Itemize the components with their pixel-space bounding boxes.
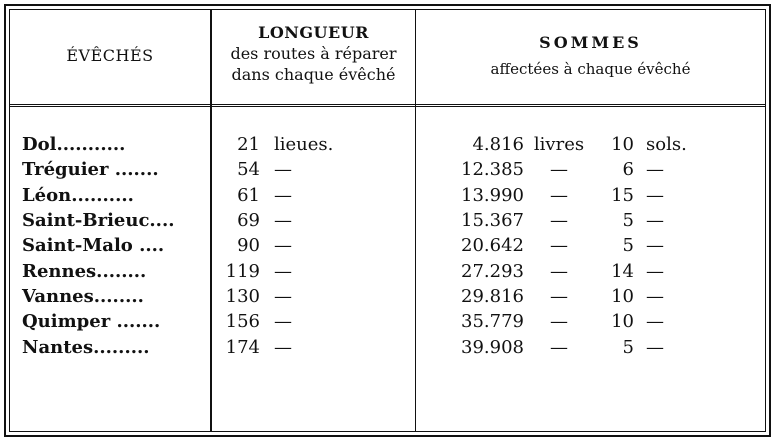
row-length: 130 xyxy=(225,285,260,307)
row-livres: — xyxy=(550,184,568,206)
row-name: Saint-Malo xyxy=(22,235,133,257)
row-sols: 14 xyxy=(611,260,634,282)
row-length-unit: — xyxy=(274,159,292,181)
row-sum: 15.367 xyxy=(461,210,524,232)
row-sum: 29.816 xyxy=(461,285,524,307)
row-length-unit: — xyxy=(274,260,292,282)
row-sols-unit: — xyxy=(646,285,664,307)
row-length: 61 xyxy=(237,184,260,206)
row-name-cell xyxy=(0,284,210,309)
row-name: Nantes xyxy=(22,336,94,358)
table-row xyxy=(0,157,687,182)
header-longueur-title: LONGUEUR xyxy=(258,23,369,42)
table-row xyxy=(0,334,687,359)
row-sum: 12.385 xyxy=(461,159,524,181)
row-length-unit: — xyxy=(274,311,292,333)
table-row xyxy=(0,208,687,233)
row-name: Léon xyxy=(22,184,72,206)
row-name: Rennes xyxy=(22,260,97,282)
row-sols: 5 xyxy=(622,235,634,257)
row-dots: ....... xyxy=(110,311,161,333)
data-table-body xyxy=(0,132,687,360)
row-dots: ......... xyxy=(93,336,150,358)
row-sum: 13.990 xyxy=(461,184,524,206)
header-sommes-sub: affectées à chaque évêché xyxy=(490,60,691,78)
row-length: 90 xyxy=(237,235,260,257)
row-name: Dol xyxy=(22,134,57,156)
row-sols: 5 xyxy=(622,210,634,232)
row-name-cell xyxy=(0,157,210,182)
row-livres: — xyxy=(550,159,568,181)
row-length: 54 xyxy=(237,159,260,181)
row-length-unit: — xyxy=(274,184,292,206)
row-name-cell xyxy=(0,183,210,208)
row-length-unit: lieues. xyxy=(274,134,334,156)
row-name: Quimper xyxy=(22,311,111,333)
row-sols-unit: — xyxy=(646,184,664,206)
row-sols-unit: — xyxy=(646,336,664,358)
row-dots: ........... xyxy=(56,134,126,156)
header-longueur-line2: des routes à réparer xyxy=(230,44,397,63)
row-sum: 4.816 xyxy=(472,134,524,156)
row-name: Vannes xyxy=(22,285,94,307)
header-sommes-title: SOMMES xyxy=(539,33,642,52)
row-name: Saint-Brieuc xyxy=(22,210,150,232)
row-length: 156 xyxy=(225,311,260,333)
row-name-cell xyxy=(0,132,210,157)
row-sols: 15 xyxy=(611,184,634,206)
header-eveches: ÉVÊCHÉS xyxy=(66,46,154,65)
row-dots: .... xyxy=(149,210,175,232)
row-length: 119 xyxy=(225,260,260,282)
row-livres: — xyxy=(550,311,568,333)
row-length: 174 xyxy=(225,336,260,358)
table-row xyxy=(0,309,687,334)
row-sum: 35.779 xyxy=(461,311,524,333)
row-name: Tréguier xyxy=(22,159,109,181)
row-name-cell xyxy=(0,233,210,258)
table-row xyxy=(0,284,687,309)
row-livres: — xyxy=(550,210,568,232)
row-livres: — xyxy=(550,235,568,257)
row-sum: 27.293 xyxy=(461,260,524,282)
row-name-cell xyxy=(0,208,210,233)
header-longueur xyxy=(212,22,415,85)
row-sols: 10 xyxy=(611,311,634,333)
row-dots: .......... xyxy=(71,184,134,206)
row-livres: — xyxy=(550,285,568,307)
header-rule xyxy=(10,104,765,105)
row-name-cell xyxy=(0,309,210,334)
row-livres: — xyxy=(550,260,568,282)
header-sommes xyxy=(416,32,765,80)
row-length: 21 xyxy=(237,134,260,156)
row-length-unit: — xyxy=(274,336,292,358)
header-longueur-line3: dans chaque évêché xyxy=(231,65,396,84)
row-sols-unit: — xyxy=(646,235,664,257)
row-name-cell xyxy=(0,258,210,283)
table-row xyxy=(0,258,687,283)
row-livres: — xyxy=(550,336,568,358)
header-rule-double xyxy=(10,106,765,107)
row-length-unit: — xyxy=(274,285,292,307)
data-table xyxy=(0,132,687,360)
row-sols: 5 xyxy=(622,336,634,358)
row-sols: 6 xyxy=(622,159,634,181)
row-dots: ....... xyxy=(108,159,159,181)
row-livres: livres xyxy=(533,134,585,156)
row-sols-unit: sols. xyxy=(646,134,687,156)
row-sols: 10 xyxy=(611,134,634,156)
table-row xyxy=(0,233,687,258)
row-sols-unit: — xyxy=(646,210,664,232)
row-sols-unit: — xyxy=(646,260,664,282)
row-dots: ........ xyxy=(93,285,144,307)
row-dots: ........ xyxy=(96,260,147,282)
row-length-unit: — xyxy=(274,210,292,232)
row-length: 69 xyxy=(237,210,260,232)
row-dots: .... xyxy=(132,235,165,257)
row-sols-unit: — xyxy=(646,159,664,181)
row-sum: 20.642 xyxy=(461,235,524,257)
row-sum: 39.908 xyxy=(461,336,524,358)
row-name-cell xyxy=(0,334,210,359)
row-sols: 10 xyxy=(611,285,634,307)
table-row xyxy=(0,183,687,208)
table-row xyxy=(0,132,687,157)
row-sols-unit: — xyxy=(646,311,664,333)
row-length-unit: — xyxy=(274,235,292,257)
